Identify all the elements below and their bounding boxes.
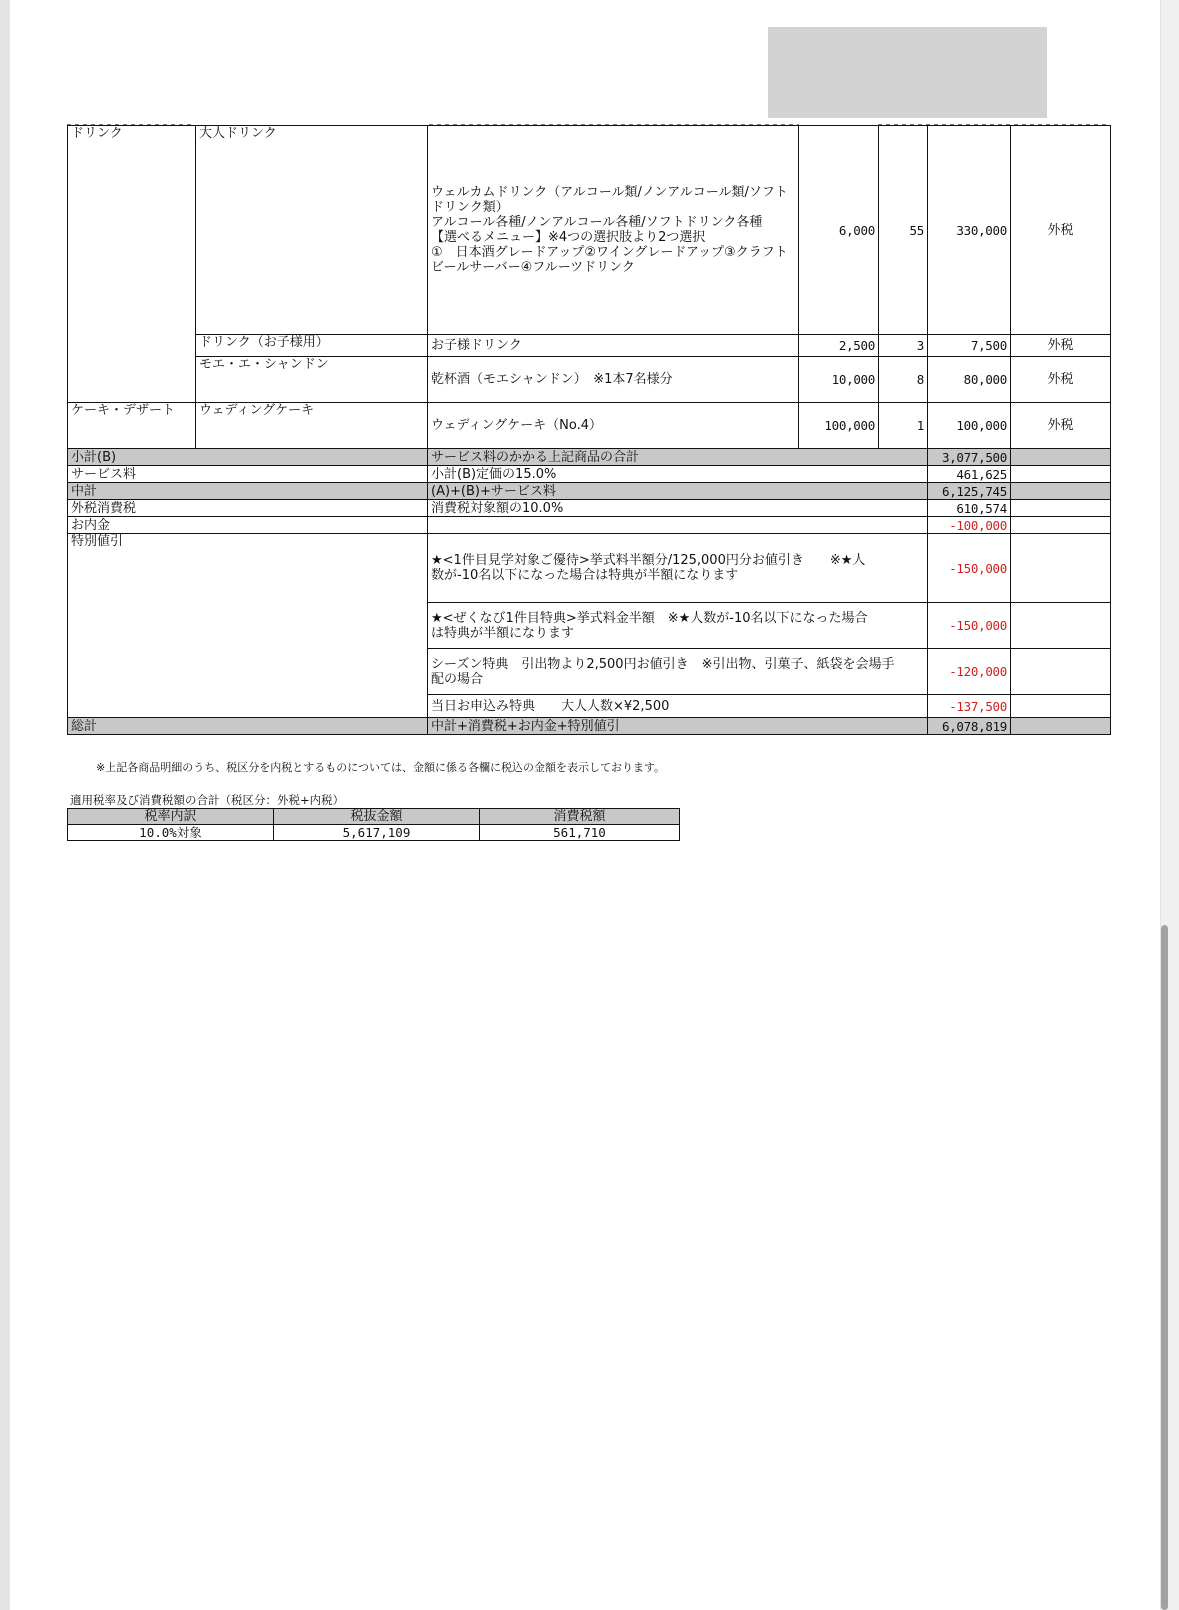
line-amount: 7,500 <box>928 335 1011 357</box>
tax-note: ※上記各商品明細のうち、税区分を内税とするものについては、金額に係る各欄に税込の金額を表示しております。 <box>96 761 666 774</box>
discount-description <box>428 603 928 649</box>
summary-amount: 461,625 <box>928 466 1011 483</box>
summary-amount: 610,574 <box>928 500 1011 517</box>
item-category: ドリンク <box>68 126 196 403</box>
discount-description <box>428 649 928 695</box>
summary-description <box>428 517 928 534</box>
grand-total-row <box>68 718 1111 735</box>
item-description: 乾杯酒（モエシャンドン） ※1本7名様分 <box>428 357 799 403</box>
tax-summary-caption: 適用税率及び消費税額の合計（税区分：外税+内税） <box>70 793 345 807</box>
table-row <box>68 126 1111 335</box>
table-row <box>68 335 1111 357</box>
midtotal-row <box>68 483 1111 500</box>
description-line: ★<ぜくなび1件目特典>挙式料金半額 ※★人数が-10名以下になった場合 <box>431 610 868 626</box>
quantity: 3 <box>879 335 928 357</box>
description-line: は特典が半額になります <box>431 625 575 641</box>
item-description <box>428 126 799 335</box>
tax-type: 外税 <box>1011 126 1111 335</box>
table-row <box>68 403 1111 449</box>
tax-type: 外税 <box>1011 335 1111 357</box>
description-line: ドリンク類） <box>431 200 509 215</box>
item-description: ウェディングケーキ（No.4） <box>428 403 799 449</box>
consumption-tax-row <box>68 500 1111 517</box>
quantity: 55 <box>879 126 928 335</box>
tax-amount: 561,710 <box>480 825 680 841</box>
description-line: ビールサーバー④フルーツドリンク <box>431 260 635 275</box>
description-line: シーズン特典 引出物より2,500円お値引き ※引出物、引菓子、紙袋を会場手 <box>431 656 895 672</box>
discount-amount: -150,000 <box>928 534 1011 603</box>
line-amount: 80,000 <box>928 357 1011 403</box>
scrollbar-thumb[interactable] <box>1161 925 1168 1610</box>
tax-type: 外税 <box>1011 357 1111 403</box>
summary-label: サービス料 <box>68 466 428 483</box>
quantity: 1 <box>879 403 928 449</box>
item-category: ケーキ・デザート <box>68 403 196 449</box>
summary-amount: 6,125,745 <box>928 483 1011 500</box>
total-description: 中計+消費税+お内金+特別値引 <box>428 718 928 735</box>
description-line: アルコール各種/ノンアルコール各種/ソフトドリンク各種 <box>431 215 763 230</box>
summary-label: 外税消費税 <box>68 500 428 517</box>
summary-amount: 3,077,500 <box>928 449 1011 466</box>
description-line: ① 日本酒グレードアップ②ワイングレードアップ③クラフト <box>431 245 788 260</box>
item-name: ウェディングケーキ <box>196 403 428 449</box>
discount-row <box>68 534 1111 603</box>
item-name: 大人ドリンク <box>196 126 428 335</box>
tax-summary-table <box>67 808 680 841</box>
quantity: 8 <box>879 357 928 403</box>
description-line: ウェルカムドリンク（アルコール類/ノンアルコール類/ソフト <box>431 185 788 200</box>
description-line: ★<1件目見学対象ご優待>挙式料半額分/125,000円分お値引き ※★人 <box>431 553 866 568</box>
summary-amount: -100,000 <box>928 517 1011 534</box>
discount-amount: -120,000 <box>928 649 1011 695</box>
total-amount: 6,078,819 <box>928 718 1011 735</box>
column-header: 税抜金額 <box>274 809 480 825</box>
column-header: 税率内訳 <box>68 809 274 825</box>
estimate-table <box>67 125 1111 735</box>
subtotal-row <box>68 449 1111 466</box>
service-fee-row <box>68 466 1111 483</box>
description-line: 【選べるメニュー】※4つの選択肢より2つ選択 <box>431 230 706 245</box>
description-line: 数が-10名以下になった場合は特典が半額になります <box>431 568 739 583</box>
line-amount: 330,000 <box>928 126 1011 335</box>
taxable-amount: 5,617,109 <box>274 825 480 841</box>
redacted-block <box>768 27 1047 118</box>
discount-description <box>428 534 928 603</box>
summary-description: サービス料のかかる上記商品の合計 <box>428 449 928 466</box>
item-name: モエ・エ・シャンドン <box>196 357 428 403</box>
summary-description: 消費税対象額の10.0% <box>428 500 928 517</box>
unit-price: 100,000 <box>799 403 879 449</box>
summary-description: 小計(B)定価の15.0% <box>428 466 928 483</box>
total-label: 総計 <box>68 718 428 735</box>
tax-type: 外税 <box>1011 403 1111 449</box>
summary-label: 中計 <box>68 483 428 500</box>
column-header: 消費税額 <box>480 809 680 825</box>
unit-price: 2,500 <box>799 335 879 357</box>
item-description: お子様ドリンク <box>428 335 799 357</box>
line-amount: 100,000 <box>928 403 1011 449</box>
discount-amount: -150,000 <box>928 603 1011 649</box>
summary-description: (A)+(B)+サービス料 <box>428 483 928 500</box>
unit-price: 6,000 <box>799 126 879 335</box>
tax-summary-header <box>68 809 680 825</box>
unit-price: 10,000 <box>799 357 879 403</box>
discount-label: 特別値引 <box>68 534 428 718</box>
tax-summary-row <box>68 825 680 841</box>
table-row <box>68 357 1111 403</box>
discount-description: 当日お申込み特典 大人人数×¥2,500 <box>428 695 928 718</box>
summary-label: 小計(B) <box>68 449 428 466</box>
item-name: ドリンク（お子様用） <box>196 335 428 357</box>
deposit-row <box>68 517 1111 534</box>
description-line: 配の場合 <box>431 671 484 687</box>
discount-amount: -137,500 <box>928 695 1011 718</box>
summary-label: お内金 <box>68 517 428 534</box>
tax-rate: 10.0%対象 <box>68 825 274 841</box>
